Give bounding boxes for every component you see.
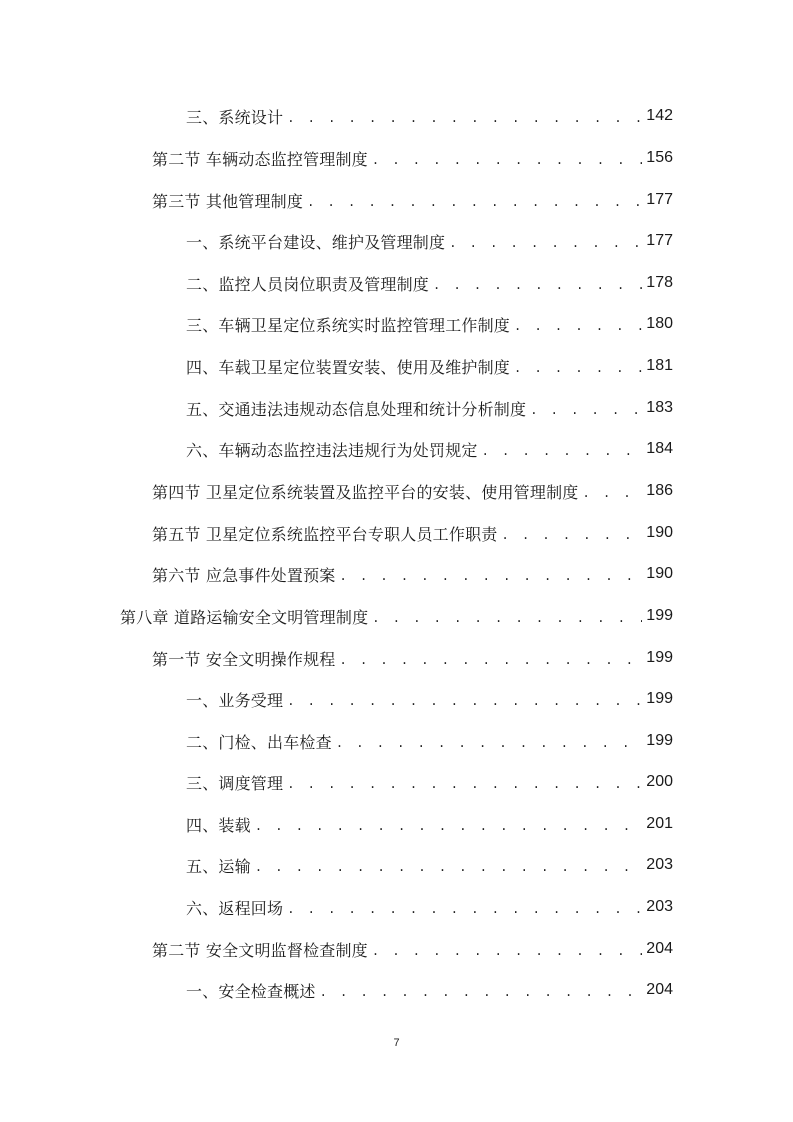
toc-leader-dots bbox=[287, 111, 642, 125]
toc-entry-page: 203 bbox=[646, 856, 673, 873]
toc-entry-page: 183 bbox=[646, 399, 673, 416]
toc-entry-page: 204 bbox=[646, 981, 673, 998]
toc-entry-page: 199 bbox=[646, 607, 673, 624]
toc-entry-title: 第五节 卫星定位系统监控平台专职人员工作职责 bbox=[152, 524, 498, 544]
toc-entry[interactable] bbox=[186, 769, 673, 795]
toc-entry[interactable] bbox=[186, 811, 673, 837]
toc-entry-page: 199 bbox=[646, 732, 673, 749]
toc-leader-dots bbox=[530, 403, 642, 417]
toc-entry[interactable] bbox=[152, 520, 673, 546]
toc-entry[interactable] bbox=[152, 145, 673, 171]
toc-entry[interactable] bbox=[120, 603, 673, 629]
toc-leader-dots bbox=[433, 278, 642, 292]
toc-entry[interactable] bbox=[186, 728, 673, 754]
toc-leader-dots bbox=[449, 236, 642, 250]
toc-entry[interactable] bbox=[186, 228, 673, 254]
toc-entry-page: 177 bbox=[646, 191, 673, 208]
toc-entry[interactable] bbox=[152, 187, 673, 213]
toc-entry[interactable] bbox=[186, 852, 673, 878]
toc-entry-title: 一、系统平台建设、维护及管理制度 bbox=[186, 232, 446, 252]
toc-entry-page: 178 bbox=[646, 274, 673, 291]
toc-entry-title: 五、运输 bbox=[186, 856, 251, 876]
toc-entry[interactable] bbox=[186, 977, 673, 1003]
toc-entry-title: 四、装载 bbox=[186, 815, 251, 835]
toc-entry[interactable] bbox=[186, 894, 673, 920]
toc-leader-dots bbox=[287, 902, 642, 916]
toc-entry-title: 一、安全检查概述 bbox=[186, 981, 316, 1001]
toc-leader-dots bbox=[255, 860, 642, 874]
toc-entry[interactable] bbox=[186, 436, 673, 462]
toc-entry-title: 四、车载卫星定位装置安装、使用及维护制度 bbox=[186, 357, 511, 377]
toc-entry-page: 190 bbox=[646, 524, 673, 541]
toc-entry-title: 六、车辆动态监控违法违规行为处罚规定 bbox=[186, 440, 478, 460]
toc-entry-page: 201 bbox=[646, 815, 673, 832]
toc-entry-title: 三、调度管理 bbox=[186, 773, 284, 793]
toc-entry-title: 三、车辆卫星定位系统实时监控管理工作制度 bbox=[186, 315, 511, 335]
toc-entry[interactable] bbox=[152, 478, 673, 504]
toc-entry-title: 第二节 安全文明监督检查制度 bbox=[152, 940, 368, 960]
toc-entry-title: 二、监控人员岗位职责及管理制度 bbox=[186, 274, 430, 294]
toc-entry[interactable] bbox=[186, 103, 673, 129]
toc-entry-title: 第六节 应急事件处置预案 bbox=[152, 565, 336, 585]
toc-entry-page: 204 bbox=[646, 940, 673, 957]
toc-entry-title: 六、返程回场 bbox=[186, 898, 284, 918]
toc-leader-dots bbox=[320, 985, 643, 999]
toc-entry-page: 199 bbox=[646, 649, 673, 666]
toc-entry[interactable] bbox=[186, 311, 673, 337]
toc-entry-page: 181 bbox=[646, 357, 673, 374]
toc-entry-title: 第八章 道路运输安全文明管理制度 bbox=[120, 607, 369, 627]
toc-entry-page: 199 bbox=[646, 690, 673, 707]
toc-entry[interactable] bbox=[186, 353, 673, 379]
toc-entry-page: 200 bbox=[646, 773, 673, 790]
toc-leader-dots bbox=[307, 195, 642, 209]
toc-entry[interactable] bbox=[152, 561, 673, 587]
toc-leader-dots bbox=[336, 736, 642, 750]
toc-entry-page: 184 bbox=[646, 440, 673, 457]
toc-leader-dots bbox=[340, 569, 643, 583]
toc-entry[interactable] bbox=[186, 270, 673, 296]
toc-leader-dots bbox=[372, 944, 642, 958]
toc-leader-dots bbox=[340, 653, 643, 667]
toc-entry-page: 142 bbox=[646, 107, 673, 124]
toc-leader-dots bbox=[255, 819, 642, 833]
toc-leader-dots bbox=[287, 694, 642, 708]
toc-entry-page: 186 bbox=[646, 482, 673, 499]
toc-entry[interactable] bbox=[152, 936, 673, 962]
toc-entry-page: 156 bbox=[646, 149, 673, 166]
toc-entry-title: 五、交通违法违规动态信息处理和统计分析制度 bbox=[186, 399, 527, 419]
toc-leader-dots bbox=[372, 611, 642, 625]
toc-entry[interactable] bbox=[186, 395, 673, 421]
toc-entry-page: 177 bbox=[646, 232, 673, 249]
toc-entry-title: 第一节 安全文明操作规程 bbox=[152, 649, 336, 669]
page-number: 7 bbox=[393, 1037, 400, 1049]
toc-entry-title: 第四节 卫星定位系统装置及监控平台的安装、使用管理制度 bbox=[152, 482, 579, 502]
toc-entry-title: 二、门检、出车检查 bbox=[186, 732, 332, 752]
toc-leader-dots bbox=[583, 486, 643, 500]
toc-leader-dots bbox=[514, 319, 642, 333]
toc-entry-title: 第三节 其他管理制度 bbox=[152, 191, 304, 211]
toc-entry-title: 三、系统设计 bbox=[186, 107, 284, 127]
toc-entry-page: 203 bbox=[646, 898, 673, 915]
toc-leader-dots bbox=[482, 444, 643, 458]
toc-leader-dots bbox=[372, 153, 642, 167]
toc-entry[interactable] bbox=[186, 686, 673, 712]
toc-leader-dots bbox=[514, 361, 642, 375]
toc-entry[interactable] bbox=[152, 645, 673, 671]
toc-leader-dots bbox=[287, 777, 642, 791]
toc-entry-title: 第二节 车辆动态监控管理制度 bbox=[152, 149, 368, 169]
toc-leader-dots bbox=[502, 528, 643, 542]
toc-entry-page: 180 bbox=[646, 315, 673, 332]
toc-entry-title: 一、业务受理 bbox=[186, 690, 284, 710]
toc-entry-page: 190 bbox=[646, 565, 673, 582]
